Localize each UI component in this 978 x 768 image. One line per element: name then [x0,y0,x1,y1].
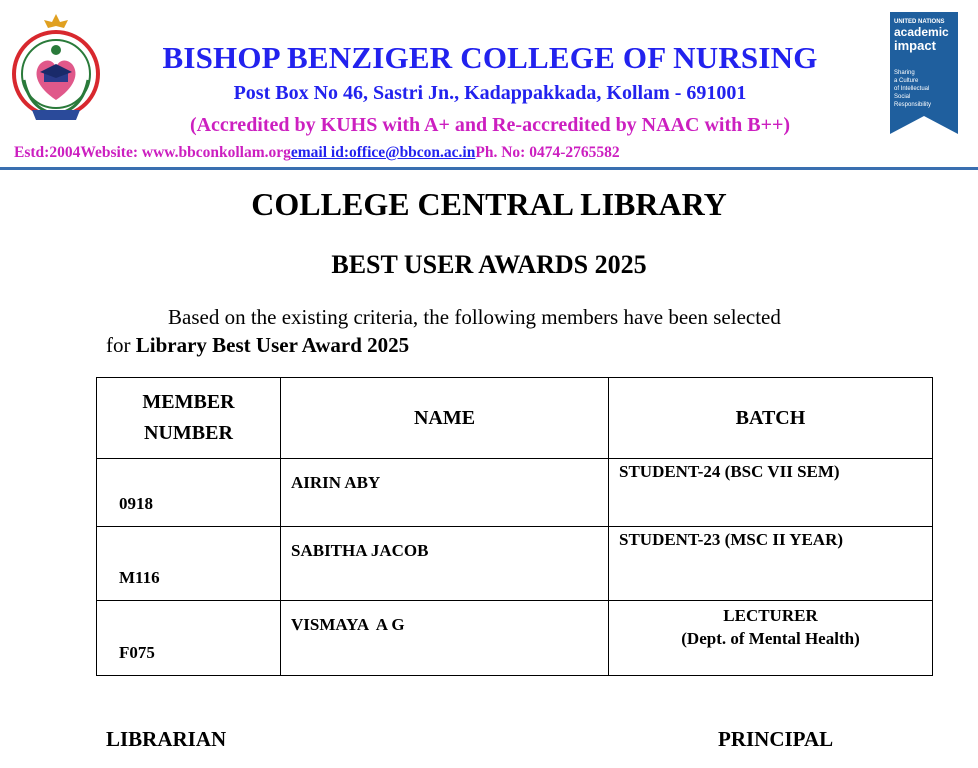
name-cell [281,459,609,527]
un-academic-impact-badge [890,12,958,134]
batch-cell [609,601,933,676]
badge-line3: impact [894,38,936,53]
college-name: BISHOP BENZIGER COLLEGE OF NURSING [162,40,818,75]
intro-text-line1: Based on the existing criteria, the following members have been selected [168,305,781,329]
badge-tag-4: Responsibility [894,102,932,108]
accreditation-line: (Accredited by KUHS with A+ and Re-accredited by NAAC with B++) [189,114,791,136]
college-address: Post Box No 46, Sastri Jn., Kadappakkada, Kollam - 691001 [233,82,747,104]
header-batch: BATCH [609,378,933,459]
name-cell [281,527,609,601]
page-title: COLLEGE CENTRAL LIBRARY [251,186,727,222]
awards-table [96,377,933,676]
badge-line1: UNITED NATIONS [894,19,945,25]
badge-tag-1: a Culture [894,78,919,84]
badge-tag-0: Sharing [894,70,915,76]
member-batch [609,604,932,650]
member-number: F075 [119,643,155,662]
principal-signature-label: PRINCIPAL [718,727,834,751]
college-seal-icon [10,10,102,130]
member-number: M116 [119,568,160,587]
header-divider [0,167,978,170]
member-number-cell [97,459,281,527]
table-row [97,601,933,676]
table-row [97,527,933,601]
website-link[interactable]: Website: www.bbconkollam.org [80,144,291,161]
intro-text-line2 [106,333,409,358]
table-header-row [97,378,933,459]
phone-text: Ph. No: 0474-2765582 [475,144,620,161]
contact-line [14,144,620,162]
librarian-signature-label: LIBRARIAN [106,727,227,751]
batch-cell [609,459,933,527]
badge-line2: academic [894,25,949,39]
award-name: Library Best User Award 2025 [135,333,410,357]
estd-text: Estd:2004 [14,144,81,161]
name-cell [281,601,609,676]
header-member-line1: MEMBER [142,391,235,413]
page-subtitle: BEST USER AWARDS 2025 [331,250,647,279]
header-member-line2: NUMBER [144,422,233,444]
badge-tag-2: of Intellectual [894,86,930,92]
batch-line1: LECTURER [723,606,818,625]
badge-tag-3: Social [894,94,911,100]
header-member-number [97,378,281,459]
member-name: VISMAYA A G [291,615,405,634]
member-name: SABITHA JACOB [291,541,429,560]
member-batch: STUDENT-23 (MSC II YEAR) [619,530,844,549]
member-batch: STUDENT-24 (BSC VII SEM) [619,462,840,481]
member-number-cell [97,601,281,676]
batch-cell [609,527,933,601]
member-name: AIRIN ABY [291,473,381,492]
member-number: 0918 [119,494,153,513]
member-number-cell [97,527,281,601]
table-row [97,459,933,527]
email-link[interactable]: email id:office@bbcon.ac.in [290,144,476,161]
intro-prefix: for [106,333,136,357]
header-name: NAME [281,378,609,459]
batch-line2: (Dept. of Mental Health) [681,629,860,648]
